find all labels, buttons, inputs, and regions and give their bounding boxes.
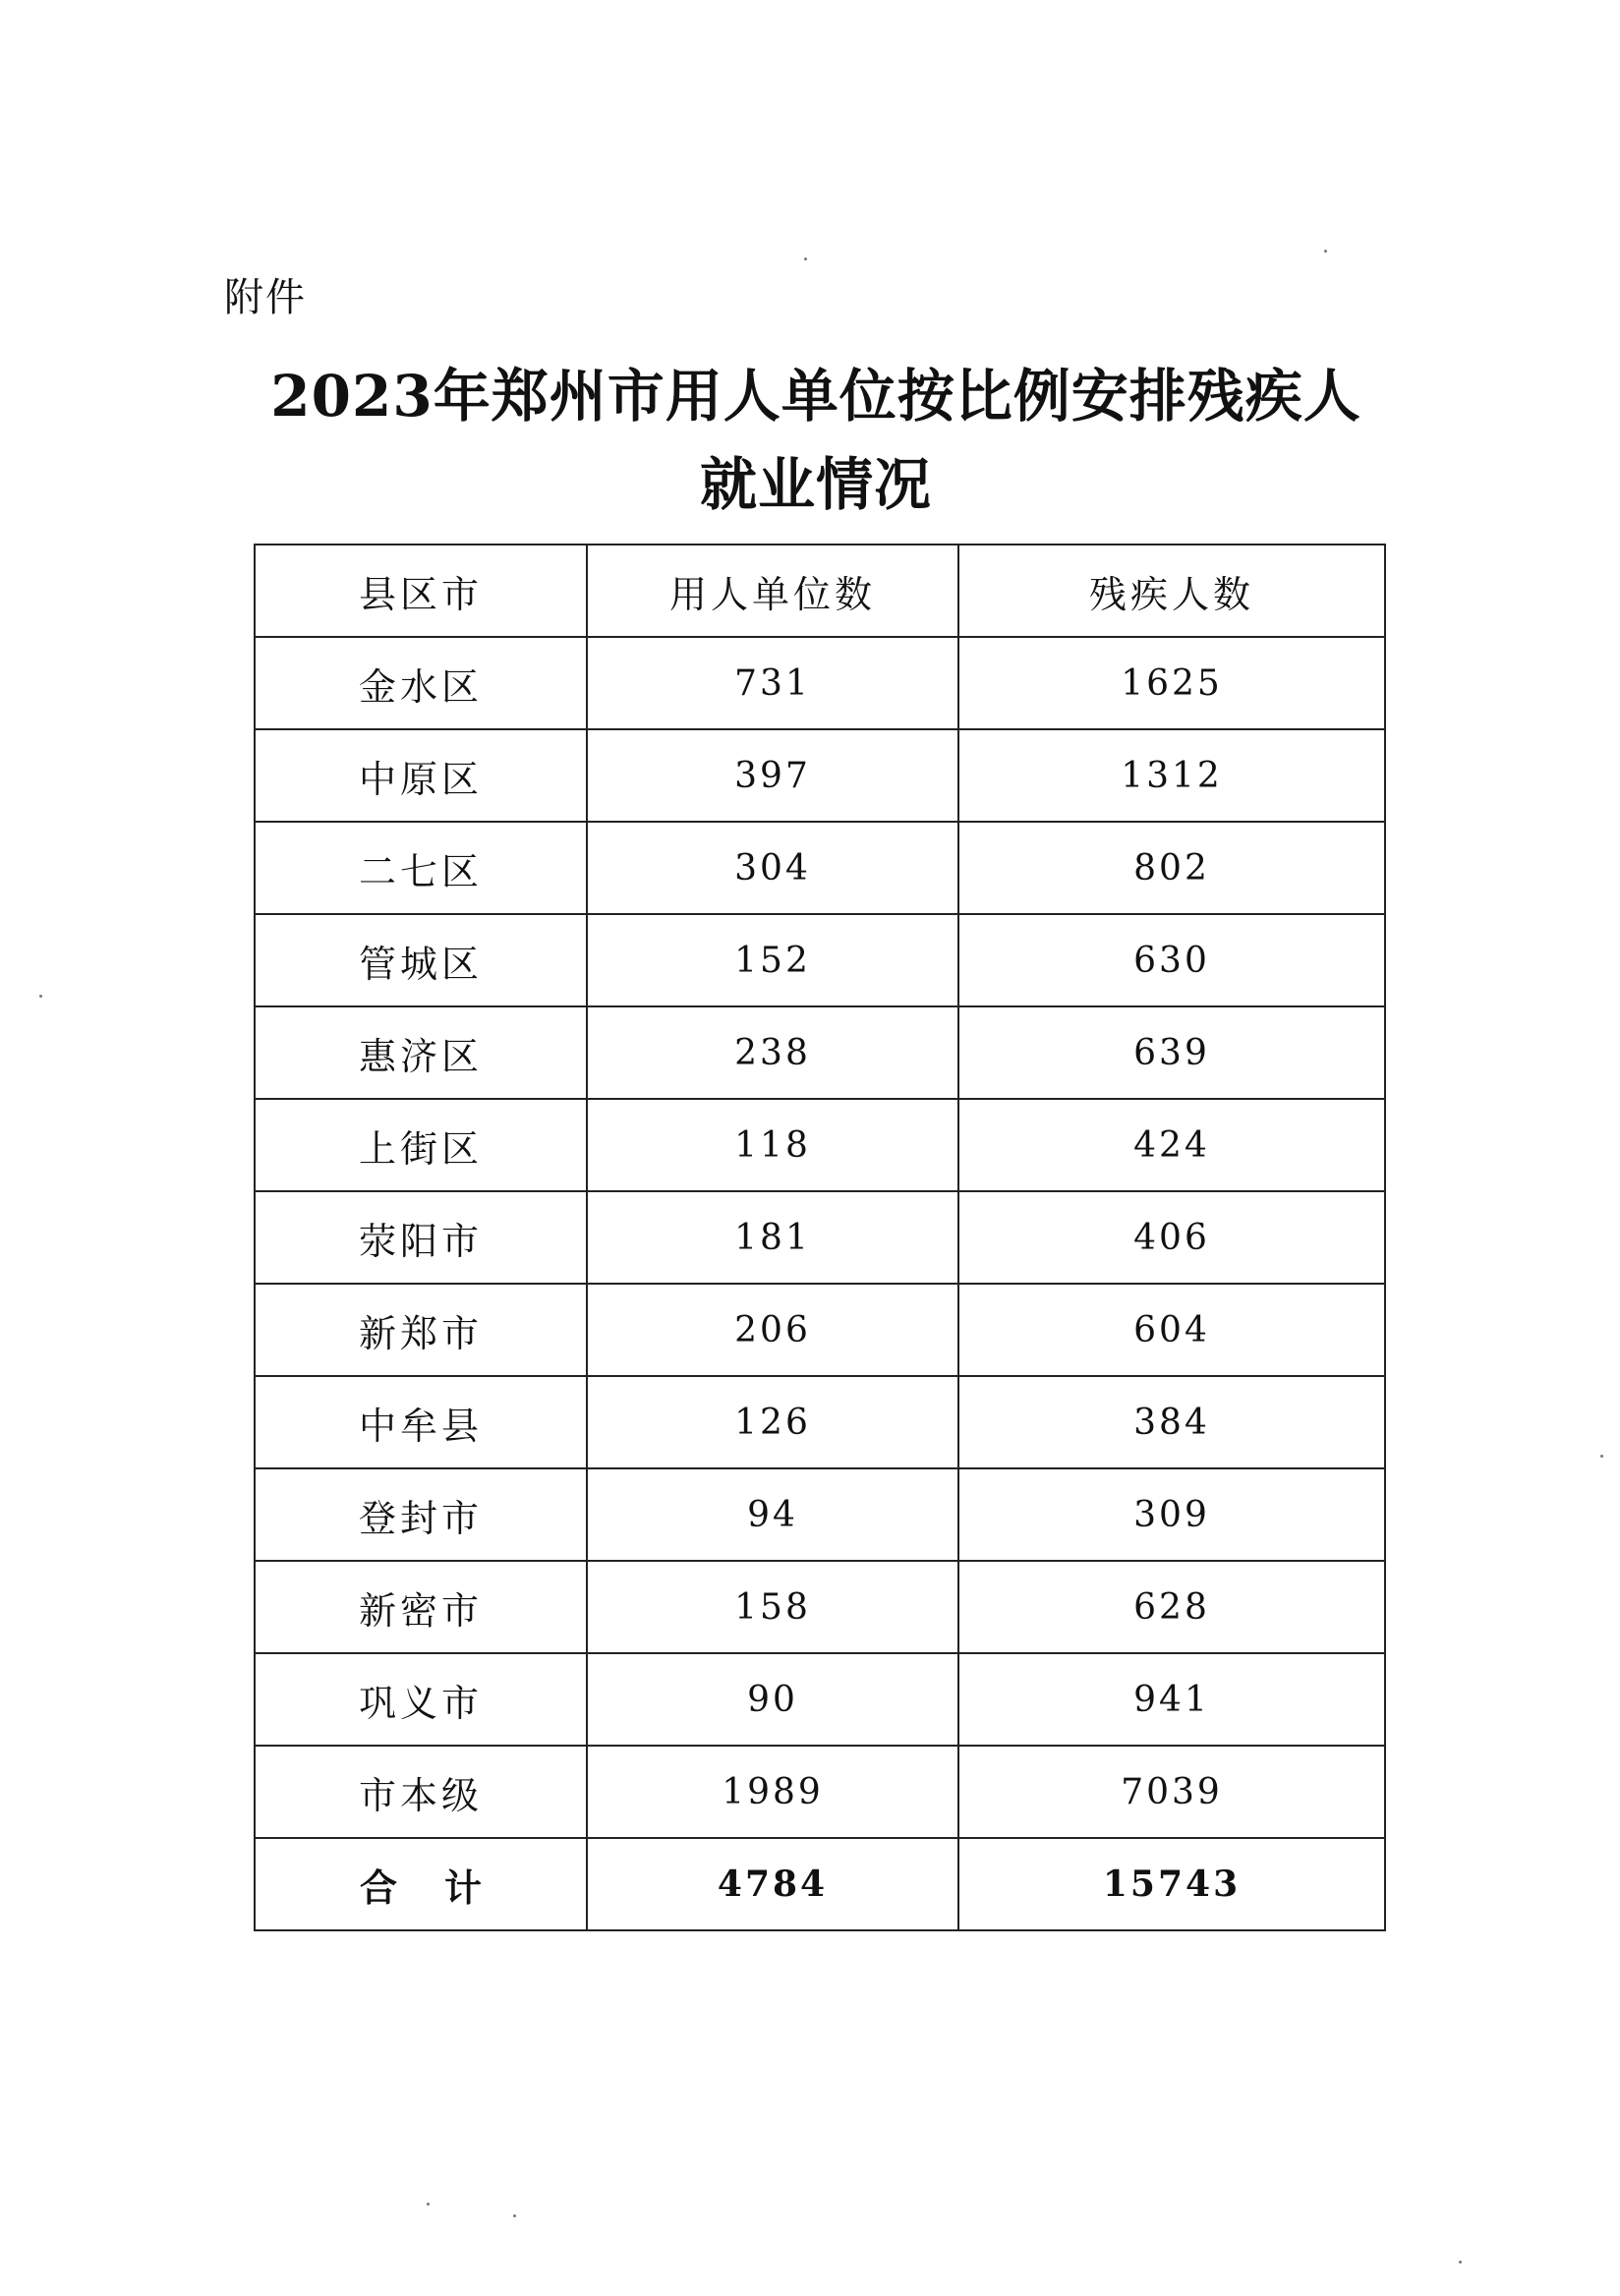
disabled-count-cell: 1625 [958,637,1385,729]
disabled-count-cell: 941 [958,1653,1385,1746]
employer-count-cell: 152 [587,914,958,1006]
table-row [255,1746,1385,1838]
disabled-count-cell: 406 [958,1191,1385,1284]
header-region: 县区市 [255,545,587,637]
total-label-cell: 合计 [255,1838,587,1930]
disabled-count-cell: 802 [958,822,1385,914]
region-cell: 荥阳市 [255,1191,587,1284]
employer-count-cell: 238 [587,1006,958,1099]
scan-speck [1600,1455,1603,1458]
table-row [255,729,1385,822]
table-row [255,1284,1385,1376]
table-row [255,1191,1385,1284]
total-employer-count-cell: 4784 [587,1838,958,1930]
region-cell: 中牟县 [255,1376,587,1468]
table-header-row [255,545,1385,637]
document-title-line-1: 2023年郑州市用人单位按比例安排残疾人 [270,363,1361,430]
employer-count-cell: 397 [587,729,958,822]
region-cell: 惠济区 [255,1006,587,1099]
header-employer-count: 用人单位数 [587,545,958,637]
scan-speck [804,258,807,260]
employer-count-cell: 1989 [587,1746,958,1838]
employer-count-cell: 181 [587,1191,958,1284]
scan-speck [427,2203,430,2206]
employer-count-cell: 158 [587,1561,958,1653]
region-cell: 金水区 [255,637,587,729]
scan-speck [1324,250,1327,253]
employer-count-cell: 126 [587,1376,958,1468]
scan-speck [1459,2261,1462,2264]
region-cell: 管城区 [255,914,587,1006]
disabled-count-cell: 309 [958,1468,1385,1561]
scan-speck [39,995,42,998]
region-cell: 登封市 [255,1468,587,1561]
table-row [255,1006,1385,1099]
employer-count-cell: 731 [587,637,958,729]
table-row [255,914,1385,1006]
total-disabled-count-cell: 15743 [958,1838,1385,1930]
employment-table [254,544,1386,1931]
document-title-line-2: 就业情况 [699,451,932,518]
region-cell: 巩义市 [255,1653,587,1746]
table-row [255,1376,1385,1468]
disabled-count-cell: 1312 [958,729,1385,822]
disabled-count-cell: 424 [958,1099,1385,1191]
disabled-count-cell: 628 [958,1561,1385,1653]
region-cell: 上街区 [255,1099,587,1191]
table-row [255,822,1385,914]
region-cell: 二七区 [255,822,587,914]
disabled-count-cell: 384 [958,1376,1385,1468]
region-cell: 中原区 [255,729,587,822]
document-title [177,352,1455,529]
employer-count-cell: 304 [587,822,958,914]
scan-speck [513,2214,516,2217]
table-row [255,637,1385,729]
attachment-label: 附件 [224,275,307,320]
employer-count-cell: 206 [587,1284,958,1376]
disabled-count-cell: 639 [958,1006,1385,1099]
table-row [255,1653,1385,1746]
table-row [255,1099,1385,1191]
employer-count-cell: 90 [587,1653,958,1746]
disabled-count-cell: 7039 [958,1746,1385,1838]
disabled-count-cell: 630 [958,914,1385,1006]
region-cell: 新郑市 [255,1284,587,1376]
table-row [255,1561,1385,1653]
total-row [255,1838,1385,1930]
region-cell: 市本级 [255,1746,587,1838]
employer-count-cell: 94 [587,1468,958,1561]
region-cell: 新密市 [255,1561,587,1653]
disabled-count-cell: 604 [958,1284,1385,1376]
header-disabled-count: 残疾人数 [958,545,1385,637]
employer-count-cell: 118 [587,1099,958,1191]
table-row [255,1468,1385,1561]
